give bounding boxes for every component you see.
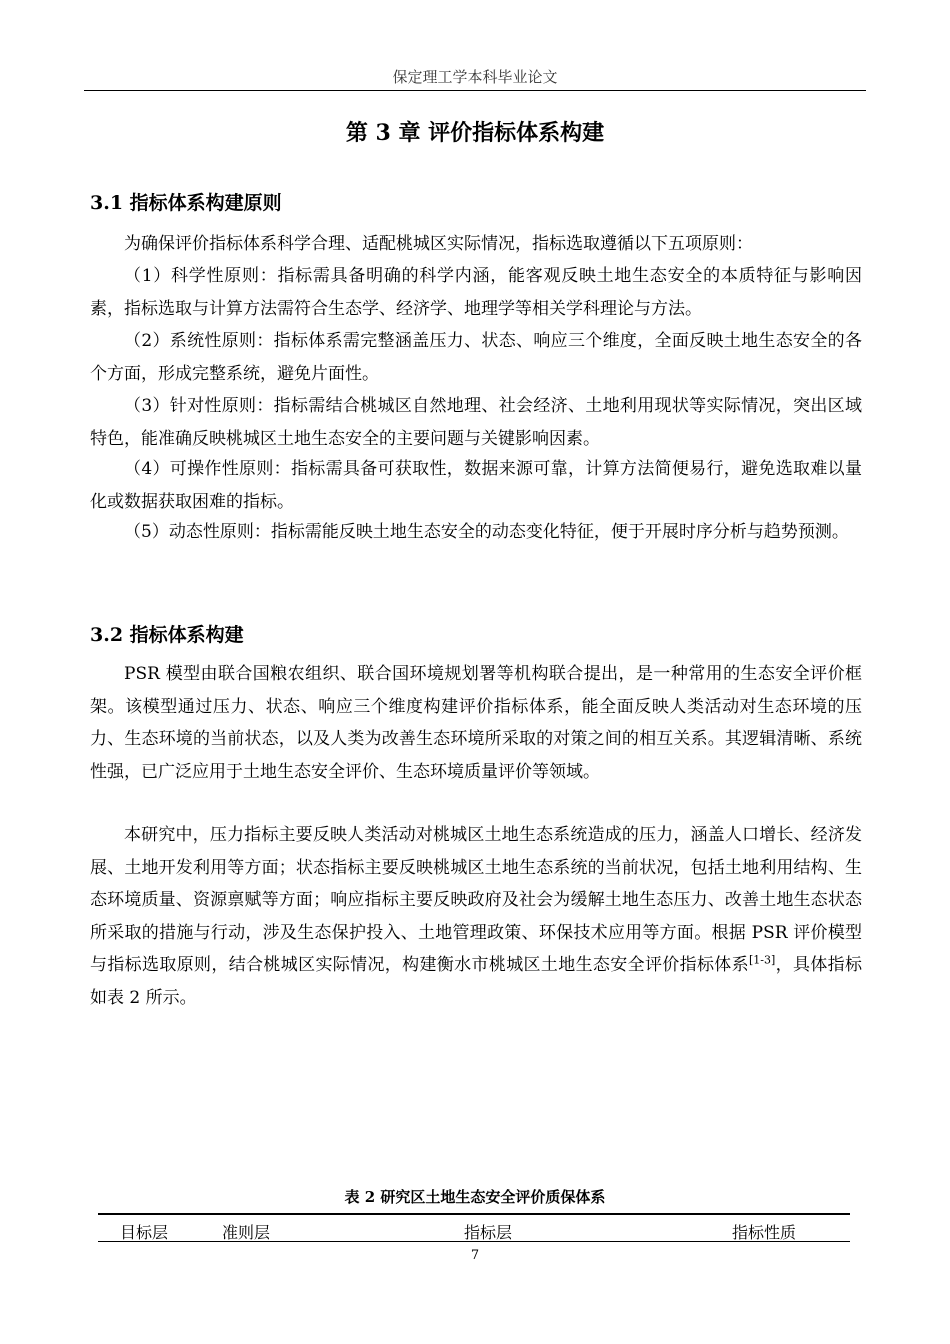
page-number: 7	[470, 1248, 480, 1263]
chapter-title: 第 3 章 评价指标体系构建	[345, 120, 605, 146]
table-header-target-layer: 目标层	[120, 1223, 169, 1242]
paragraph-text-end: ，具体指标如表 2 所示。	[90, 955, 863, 1008]
table-header-indicator-nature: 指标性质	[732, 1223, 797, 1242]
running-header: 保定理工学本科毕业论文	[392, 68, 558, 86]
table-caption: 表 2 研究区土地生态安全评价质保体系	[344, 1188, 606, 1206]
paragraph-psr-model: PSR 模型由联合国粮农组织、联合国环境规划署等机构联合提出，是一种常用的生态安全评价框架。该模型通过压力、状态、响应三个维度构建评价指标体系，能全面反映人类活动对生态环境的压力、生态环境的当前状态，以及人类为改善生态环境所采取的对策之间的相互关系。其逻辑清晰、系统性强，已广泛应用于土地生态安全评价、生态环境质量评价等领域。	[90, 664, 862, 782]
paragraph-text: 本研究中，压力指标主要反映人类活动对桃城区土地生态系统造成的压力，涵盖人口增长、经济发展、土地开发利用等方面；状态指标主要反映桃城区土地生态系统的当前状况，包括土地利用结构、生态环境质量、资源禀赋等方面；响应指标主要反映政府及社会为缓解土地生态压力、改善土地生态状态所采取的措施与行动，涉及生态保护投入、土地管理政策、环保技术应用等方面。根据 PSR 评价模型与指标选取原则，结合桃城区实际情况，构建衡水市桃城区土地生态安全评价指标体系	[90, 825, 862, 975]
section-heading-3-2: 3.2 指标体系构建	[90, 624, 244, 646]
paragraph-principle-4: （4）可操作性原则：指标需具备可获取性，数据来源可靠，计算方法简便易行，避免选取难以量化或数据获取困难的指标。	[90, 459, 862, 512]
paragraph-principle-2: （2）系统性原则：指标体系需完整涵盖压力、状态、响应三个维度，全面反映土地生态安全的各个方面，形成完整系统，避免片面性。	[90, 331, 862, 384]
paragraph-principle-1: （1）科学性原则：指标需具备明确的科学内涵，能客观反映土地生态安全的本质特征与影响因素，指标选取与计算方法需符合生态学、经济学、地理学等相关学科理论与方法。	[90, 266, 862, 319]
header-divider	[84, 90, 866, 91]
section-heading-3-1: 3.1 指标体系构建原则	[90, 192, 282, 214]
citation-reference[interactable]: [1-3]	[749, 953, 776, 967]
paragraph-indicator-system	[90, 819, 862, 1014]
table-header-indicator-layer: 指标层	[464, 1223, 513, 1242]
paragraph-principle-5: （5）动态性原则：指标需能反映土地生态安全的动态变化特征，便于开展时序分析与趋势预测。	[124, 522, 849, 542]
table-header-criterion-layer: 准则层	[222, 1223, 271, 1242]
table-top-rule	[98, 1213, 850, 1215]
paragraph-principle-3: （3）针对性原则：指标需结合桃城区自然地理、社会经济、土地利用现状等实际情况，突出区域特色，能准确反映桃城区土地生态安全的主要问题与关键影响因素。	[90, 396, 862, 449]
paragraph-intro: 为确保评价指标体系科学合理、适配桃城区实际情况，指标选取遵循以下五项原则：	[124, 234, 753, 254]
table-header-rule	[98, 1241, 850, 1242]
